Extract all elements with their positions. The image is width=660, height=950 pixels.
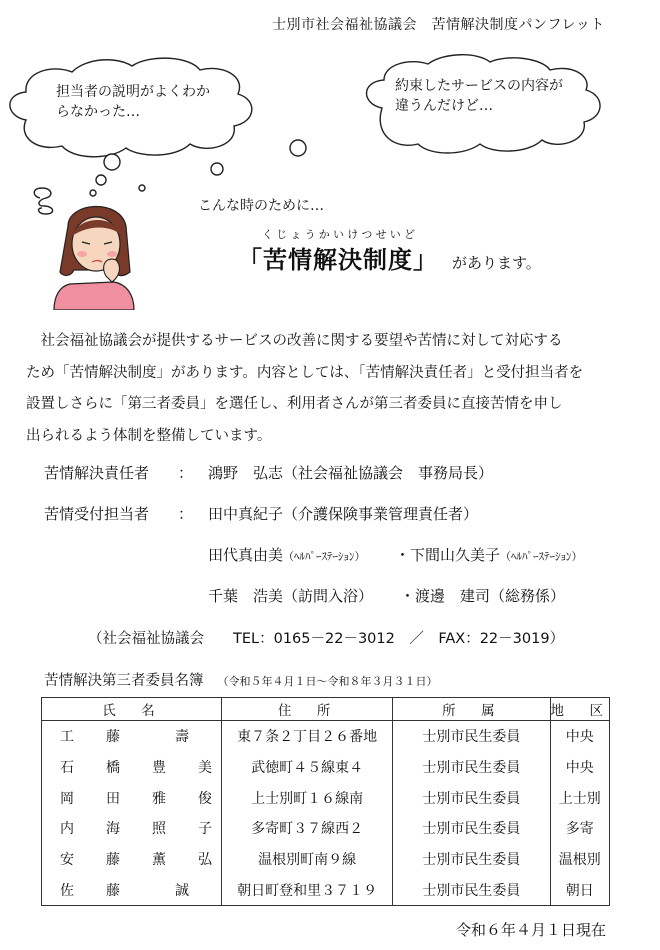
table-row — [42, 782, 610, 813]
member-affiliation: 士別市民生委員 — [393, 813, 550, 844]
thought-bubbles-illustration — [0, 50, 660, 200]
reception-person-name: 田代真由美 — [208, 546, 284, 564]
title-reading: くじょうかいけつせいど — [262, 228, 419, 241]
reception-person — [208, 544, 366, 565]
title-suffix: があります。 — [452, 254, 541, 272]
bubble-right-text — [395, 76, 563, 116]
member-name: 安 藤 薫 弘 — [42, 844, 222, 875]
description-paragraph — [26, 326, 632, 452]
reception-person: ・渡邊 建司（総務係） — [400, 587, 566, 605]
reception-label: 苦情受付担当者 — [44, 505, 150, 523]
reception-person-name: ・下間山久美子 — [395, 546, 501, 564]
bubble-right-line: 違うんだけど… — [395, 98, 493, 114]
table-header-row — [42, 698, 610, 721]
member-name: 内 海 照 子 — [42, 813, 222, 844]
member-name: 岡 田 雅 俊 — [42, 782, 222, 813]
contact-info: （社会福祉協議会 TEL：0165－22－3012 ／ FAX：22－3019） — [88, 631, 565, 647]
committee-list-title — [44, 669, 438, 690]
responsible-label: 苦情解決責任者 — [44, 464, 150, 482]
table-row — [42, 721, 610, 752]
member-district: 上士別 — [550, 782, 610, 813]
member-district: 朝日 — [550, 874, 610, 905]
member-address: 東７条２丁目２６番地 — [222, 721, 393, 752]
table-row — [42, 813, 610, 844]
column-header: 氏 名 — [42, 698, 222, 721]
responsible-colon: ： — [178, 464, 194, 482]
reception-person-note: （ﾍﾙﾊﾟｰｽﾃｰｼｮﾝ） — [283, 550, 366, 563]
worried-woman-illustration — [30, 186, 142, 310]
intro-text: こんな時のために… — [198, 198, 324, 214]
paragraph-line: 出られるよう体制を整備しています。 — [26, 427, 272, 444]
member-affiliation: 士別市民生委員 — [393, 874, 550, 905]
paragraph-line: 社会福祉協議会が提供するサービスの改善に関する要望や苦情に対して対応する — [26, 333, 563, 349]
table-row — [42, 874, 610, 905]
bubble-right-line: 約束したサービスの内容が — [395, 78, 563, 94]
committee-term: （令和５年４月１日～令和８年３月３１日） — [217, 675, 438, 688]
member-affiliation: 士別市民生委員 — [393, 752, 550, 783]
pamphlet-header: 士別市社会福祉協議会 苦情解決制度パンフレット — [272, 17, 605, 33]
member-name: 佐 藤 誠 — [42, 874, 222, 905]
member-district: 温根別 — [550, 844, 610, 875]
system-title: 「苦情解決制度」 — [238, 246, 438, 274]
paragraph-line: 設置しさらに「第三者委員」を選任し、利用者さんが第三者委員に直接苦情を申し — [26, 396, 563, 412]
column-header: 所 属 — [393, 698, 550, 721]
bubble-left-line: 担当者の説明がよくわか — [56, 84, 210, 100]
member-district: 中央 — [550, 752, 610, 783]
committee-table — [41, 697, 610, 906]
reception-person-note: （ﾍﾙﾊﾟｰｽﾃｰｼｮﾝ） — [500, 550, 583, 563]
reception-person: 田中真紀子（介護保険事業管理責任者） — [208, 505, 479, 523]
member-affiliation: 士別市民生委員 — [393, 844, 550, 875]
member-affiliation: 士別市民生委員 — [393, 782, 550, 813]
member-address: 上士別町１６線南 — [222, 782, 393, 813]
member-district: 多寄 — [550, 813, 610, 844]
bubble-left-line: らなかった… — [56, 104, 140, 120]
member-address: 温根別町南９線 — [222, 844, 393, 875]
reception-person: 千葉 浩美（訪問入浴） — [208, 587, 374, 605]
as-of-date: 令和６年４月１日現在 — [456, 921, 607, 939]
member-district: 中央 — [550, 721, 610, 752]
bubble-left-text — [56, 82, 210, 122]
table-row — [42, 752, 610, 783]
member-address: 多寄町３７線西２ — [222, 813, 393, 844]
responsible-person: 鴻野 弘志（社会福祉協議会 事務局長） — [208, 464, 494, 482]
reception-person — [395, 544, 583, 565]
worry-scribble-icon — [34, 188, 52, 214]
member-address: 武徳町４５線東４ — [222, 752, 393, 783]
member-affiliation: 士別市民生委員 — [393, 721, 550, 752]
paragraph-line: ため「苦情解決制度」があります。内容としては、「苦情解決責任者」と受付担当者を — [26, 364, 584, 381]
reception-colon: ： — [178, 505, 194, 523]
member-address: 朝日町登和里３７１９ — [222, 874, 393, 905]
member-name: 石 橋 豊 美 — [42, 752, 222, 783]
table-row — [42, 844, 610, 875]
member-name: 工 藤 壽 — [42, 721, 222, 752]
column-header: 地 区 — [550, 698, 610, 721]
column-header: 住 所 — [222, 698, 393, 721]
committee-list-heading: 苦情解決第三者委員名簿 — [44, 673, 204, 689]
